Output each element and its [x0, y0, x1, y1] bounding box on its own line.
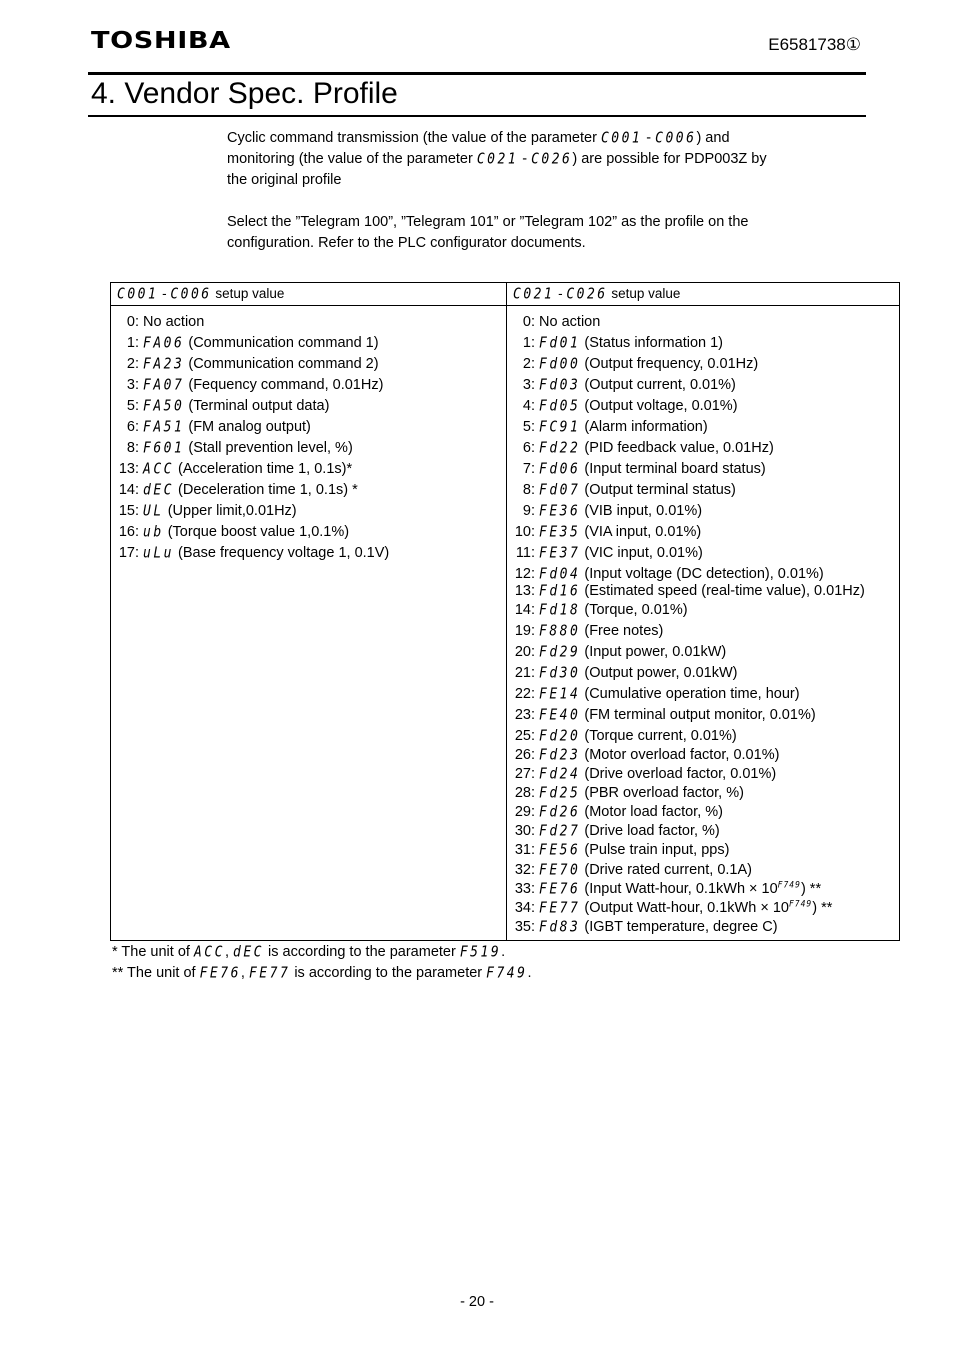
param-code: F880 — [539, 622, 581, 641]
table-row — [513, 842, 729, 859]
row-description: (Motor overload factor, 0.01%) — [584, 747, 780, 763]
param-code: FE70 — [539, 861, 581, 880]
table-row — [513, 785, 744, 802]
param-code: FA23 — [143, 355, 185, 374]
row-number: 1: — [522, 335, 535, 351]
row-description: (PID feedback value, 0.01Hz) — [584, 440, 774, 456]
param-code: Fd83 — [539, 918, 581, 937]
note-text: , — [224, 944, 233, 960]
note-text: . — [527, 965, 532, 981]
param-code: Fd00 — [539, 355, 581, 374]
row-description: (IGBT temperature, degree C) — [584, 919, 778, 935]
note-text: * The unit of — [112, 944, 194, 960]
table-header-rule — [111, 305, 899, 306]
row-description: (Input voltage (DC detection), 0.01%) — [584, 566, 824, 582]
header-text: setup value — [607, 286, 681, 301]
table-row — [513, 766, 776, 783]
param-code: Fd20 — [539, 727, 581, 746]
table-row — [117, 503, 297, 520]
param-code: C006 — [655, 129, 697, 148]
intro-line-1 — [227, 128, 867, 149]
section-title: 4. Vendor Spec. Profile — [91, 77, 398, 110]
note-text: ** The unit of — [112, 965, 200, 981]
row-description: (VIC input, 0.01%) — [584, 545, 703, 561]
param-code: FA50 — [143, 397, 185, 416]
exponent: F749 — [777, 879, 801, 890]
row-description: (Motor load factor, %) — [584, 804, 723, 820]
table-row — [117, 314, 204, 331]
row-number: 5: — [126, 398, 139, 414]
table-row — [513, 482, 736, 499]
table-row — [117, 356, 379, 373]
parameter-table — [110, 282, 900, 941]
param-code: Fd01 — [539, 334, 581, 353]
row-description: (Output Watt-hour, 0.1kWh × 10 — [584, 900, 789, 916]
row-number: 0: — [522, 314, 535, 330]
row-description: (Output power, 0.01kW) — [584, 665, 738, 681]
param-code: C001 — [117, 285, 159, 304]
row-description: (Output frequency, 0.01Hz) — [584, 356, 759, 372]
table-row — [117, 419, 311, 436]
row-number: 22: — [514, 686, 535, 702]
intro-text: Cyclic command transmission (the value of the parameter — [227, 130, 601, 146]
row-number: 4: — [522, 398, 535, 414]
param-code: FE35 — [539, 523, 581, 542]
footnote-1 — [112, 942, 532, 963]
row-number: 8: — [126, 440, 139, 456]
table-row — [513, 398, 738, 415]
row-description: (Deceleration time 1, 0.1s) * — [178, 482, 358, 498]
param-code: dEC — [233, 943, 264, 962]
row-number: 26: — [514, 747, 535, 763]
row-description: (Upper limit,0.01Hz) — [167, 503, 297, 519]
row-number: 3: — [522, 377, 535, 393]
note-text: is according to the parameter — [290, 965, 487, 981]
param-code: C026 — [566, 285, 608, 304]
row-description: (Acceleration time 1, 0.1s)* — [178, 461, 353, 477]
row-number: 31: — [514, 842, 535, 858]
row-description: (Stall prevention level, %) — [188, 440, 353, 456]
table-row — [513, 747, 779, 764]
intro-line-3: the original profile — [227, 172, 342, 188]
param-code: Fd24 — [539, 765, 581, 784]
row-number: 8: — [522, 482, 535, 498]
param-code: FE76 — [199, 964, 241, 983]
row-description: (Drive overload factor, 0.01%) — [584, 766, 777, 782]
param-code: UL — [143, 502, 164, 521]
row-number: 28: — [514, 785, 535, 801]
page-number: - 20 - — [460, 1294, 494, 1310]
note-text: . — [501, 944, 506, 960]
note-text: is according to the parameter — [263, 944, 460, 960]
table-row — [117, 335, 379, 352]
row-number: 3: — [126, 377, 139, 393]
param-code: FE77 — [248, 964, 291, 983]
exponent: F749 — [788, 898, 813, 909]
table-row — [513, 900, 832, 917]
row-suffix: ) ** — [812, 900, 833, 916]
intro-text: - — [642, 130, 656, 146]
param-code: Fd30 — [539, 664, 581, 683]
param-code: C021 — [476, 150, 519, 169]
table-row — [513, 862, 752, 879]
row-description: (Estimated speed (real-time value), 0.01Hz) — [584, 583, 865, 599]
footnote-2 — [112, 963, 532, 984]
row-number: 7: — [522, 461, 535, 477]
table-row — [117, 377, 383, 394]
row-number: 1: — [126, 335, 139, 351]
row-description: (PBR overload factor, %) — [584, 785, 744, 801]
param-code: Fd29 — [539, 643, 581, 662]
param-code: Fd26 — [539, 803, 581, 822]
table-row — [513, 503, 702, 520]
toshiba-logo: TOSHIBA — [91, 28, 231, 54]
param-code: uLu — [143, 544, 175, 563]
row-number: 14: — [118, 482, 139, 498]
row-description: (Input power, 0.01kW) — [584, 644, 727, 660]
table-row — [513, 377, 736, 394]
param-code: FE56 — [539, 841, 581, 860]
title-rule-bottom — [88, 115, 866, 117]
intro-line-2 — [227, 149, 867, 170]
param-code: FE76 — [539, 880, 581, 899]
row-number: 15: — [118, 503, 139, 519]
param-code: FC91 — [539, 418, 581, 437]
table-row — [513, 461, 766, 478]
param-code: C021 — [513, 285, 555, 304]
row-number: 6: — [126, 419, 139, 435]
document-number: E6581738① — [768, 35, 861, 54]
row-number: 21: — [514, 665, 535, 681]
param-code: C006 — [170, 285, 212, 304]
param-code: Fd22 — [539, 439, 581, 458]
row-number: 2: — [126, 356, 139, 372]
param-code: C001 — [600, 129, 643, 148]
row-number: 16: — [118, 524, 139, 540]
table-row — [513, 314, 600, 331]
table-row — [513, 440, 774, 457]
row-description: (Cumulative operation time, hour) — [584, 686, 800, 702]
intro-line-4: Select the ”Telegram 100”, ”Telegram 101” or ”Telegram 102” as the profile on the — [227, 214, 749, 230]
row-description: (Output terminal status) — [584, 482, 736, 498]
row-number: 34: — [514, 900, 535, 916]
row-description: (Torque, 0.01%) — [584, 602, 688, 618]
table-row — [117, 398, 329, 415]
table-row — [513, 823, 720, 840]
table-row — [513, 602, 688, 619]
row-number: 13: — [514, 583, 535, 599]
param-code: FA07 — [143, 376, 185, 395]
param-code: ACC — [193, 943, 225, 962]
param-code: FE40 — [539, 706, 581, 725]
table-footnotes — [112, 942, 532, 984]
table-row — [513, 335, 723, 352]
row-description: (VIA input, 0.01%) — [584, 524, 702, 540]
row-number: 20: — [514, 644, 535, 660]
row-description: (Output voltage, 0.01%) — [584, 398, 738, 414]
intro-line-5: configuration. Refer to the PLC configurator documents. — [227, 235, 586, 251]
table-row — [513, 881, 821, 898]
note-text: , — [240, 965, 249, 981]
param-code: Fd05 — [539, 397, 581, 416]
row-description: (Drive rated current, 0.1A) — [584, 862, 752, 878]
table-row — [513, 524, 701, 541]
row-description: (FM terminal output monitor, 0.01%) — [584, 707, 816, 723]
title-rule-top — [88, 72, 866, 75]
row-number: 30: — [514, 823, 535, 839]
row-number: 33: — [514, 881, 535, 897]
row-description: (Input Watt-hour, 0.1kWh × 10 — [584, 881, 778, 897]
header-text: - — [554, 286, 567, 301]
table-column-divider — [506, 283, 507, 940]
row-number: 5: — [522, 419, 535, 435]
row-description: (FM analog output) — [188, 419, 311, 435]
intro-text: ) are possible for PDP003Z by — [572, 151, 767, 167]
intro-text: ) and — [696, 130, 730, 146]
row-description: (Communication command 1) — [188, 335, 379, 351]
param-code: Fd23 — [539, 746, 581, 765]
row-number: 23: — [514, 707, 535, 723]
table-header-right — [513, 286, 680, 302]
row-suffix: ) ** — [800, 881, 822, 897]
row-number: 9: — [522, 503, 535, 519]
row-number: 13: — [118, 461, 139, 477]
table-row — [117, 545, 389, 562]
table-row — [513, 686, 800, 703]
row-description: (Status information 1) — [584, 335, 723, 351]
row-number: 27: — [514, 766, 535, 782]
row-number: 0: — [126, 314, 139, 330]
table-row — [513, 623, 663, 640]
row-description: (Drive load factor, %) — [584, 823, 720, 839]
intro-paragraph-1 — [227, 128, 867, 191]
row-description: No action — [143, 314, 205, 330]
param-code: ACC — [143, 460, 175, 479]
intro-paragraph-2 — [227, 212, 867, 254]
row-number: 2: — [522, 356, 535, 372]
row-description: (Torque current, 0.01%) — [584, 728, 737, 744]
row-number: 12: — [514, 566, 535, 582]
row-number: 25: — [514, 728, 535, 744]
row-number: 35: — [514, 919, 535, 935]
table-row — [513, 665, 738, 682]
table-row — [513, 644, 726, 661]
row-number: 14: — [514, 602, 535, 618]
param-code: Fd06 — [539, 460, 581, 479]
row-description: (Base frequency voltage 1, 0.1V) — [178, 545, 390, 561]
header-text: setup value — [211, 286, 285, 301]
table-row — [117, 461, 352, 478]
row-description: (Communication command 2) — [188, 356, 379, 372]
table-row — [513, 356, 758, 373]
row-number: 6: — [522, 440, 535, 456]
row-number: 17: — [118, 545, 139, 561]
param-code: Fd07 — [539, 481, 581, 500]
param-code: C026 — [531, 150, 573, 169]
row-description: (Pulse train input, pps) — [584, 842, 730, 858]
row-description: (Free notes) — [584, 623, 664, 639]
table-row — [513, 707, 816, 724]
table-row — [513, 545, 703, 562]
param-code: Fd18 — [539, 601, 581, 620]
row-description: (Fequency command, 0.01Hz) — [188, 377, 384, 393]
row-description: (Terminal output data) — [188, 398, 330, 414]
param-code: FE77 — [539, 899, 581, 918]
row-number: 29: — [514, 804, 535, 820]
header-text: - — [158, 286, 171, 301]
table-row — [513, 583, 865, 600]
row-description: (Input terminal board status) — [584, 461, 766, 477]
row-description: (Alarm information) — [584, 419, 708, 435]
param-code: F601 — [143, 439, 185, 458]
param-code: FE14 — [539, 685, 581, 704]
row-description: (Output current, 0.01%) — [584, 377, 736, 393]
param-code: Fd04 — [539, 565, 581, 584]
row-description: No action — [539, 314, 601, 330]
table-row — [117, 482, 358, 499]
row-number: 10: — [514, 524, 535, 540]
param-code: FA51 — [143, 418, 185, 437]
table-row — [513, 566, 824, 583]
table-row — [513, 728, 737, 745]
table-row — [117, 524, 349, 541]
row-description: (Torque boost value 1,0.1%) — [167, 524, 350, 540]
table-header-left — [117, 286, 284, 302]
row-description: (VIB input, 0.01%) — [584, 503, 703, 519]
table-row — [117, 440, 353, 457]
param-code: Fd25 — [539, 784, 581, 803]
table-row — [513, 919, 778, 936]
table-row — [513, 419, 708, 436]
intro-text: monitoring (the value of the parameter — [227, 151, 477, 167]
table-row — [513, 804, 723, 821]
param-code: ub — [143, 523, 164, 542]
param-code: F749 — [486, 964, 528, 983]
param-code: Fd16 — [539, 582, 581, 601]
param-code: FE37 — [539, 544, 581, 563]
param-code: FE36 — [539, 502, 581, 521]
row-number: 11: — [515, 545, 535, 561]
param-code: dEC — [143, 481, 175, 500]
row-number: 19: — [514, 623, 535, 639]
param-code: Fd03 — [539, 376, 581, 395]
param-code: FA06 — [143, 334, 185, 353]
intro-text: - — [518, 151, 532, 167]
param-code: F519 — [459, 943, 502, 962]
param-code: Fd27 — [539, 822, 581, 841]
row-number: 32: — [514, 862, 535, 878]
